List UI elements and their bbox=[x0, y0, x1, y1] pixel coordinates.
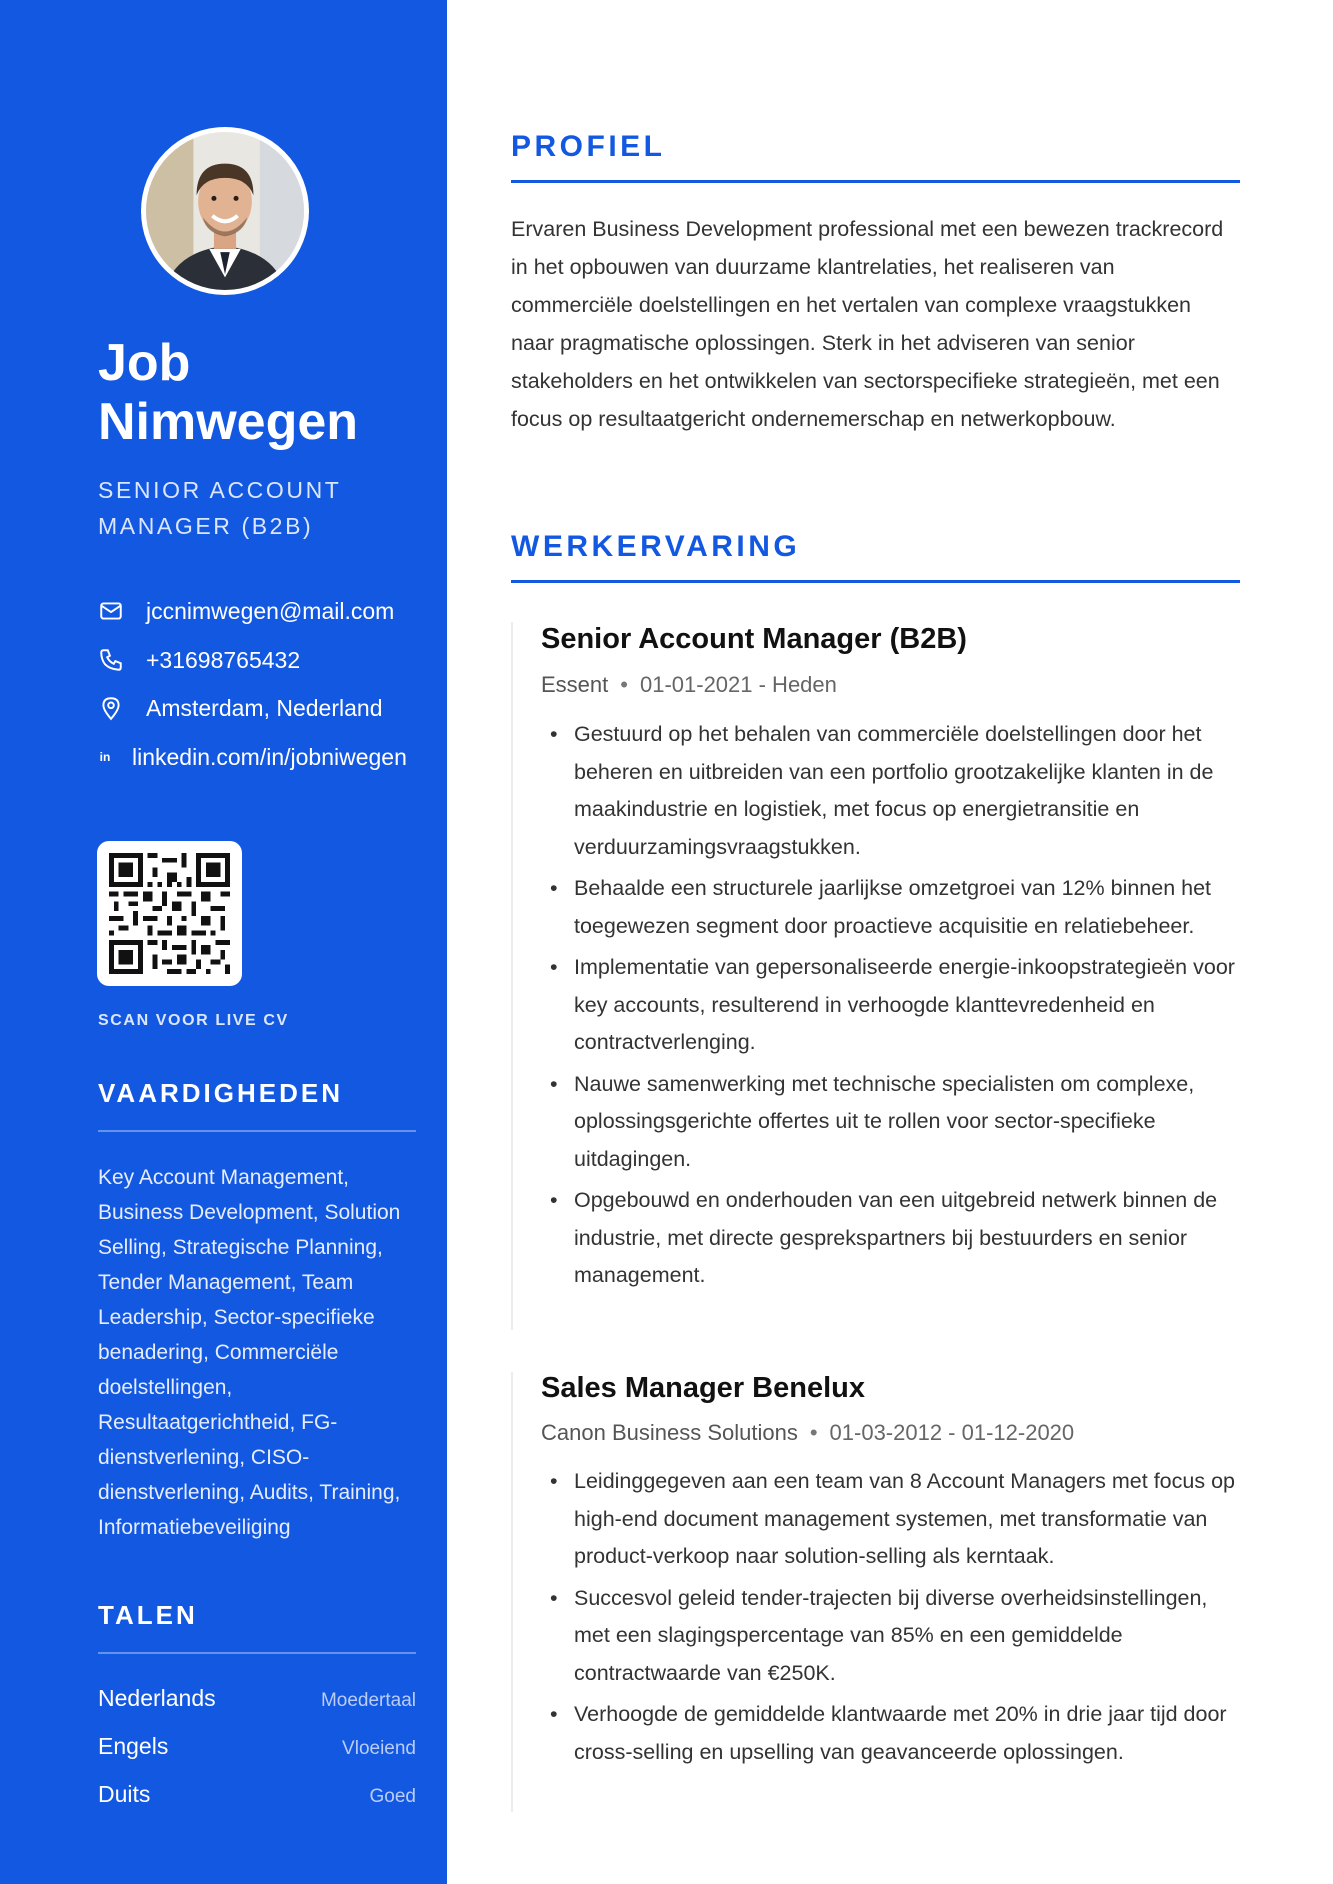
experience-heading: WERKERVARING bbox=[511, 530, 801, 563]
contact-linkedin[interactable] bbox=[98, 742, 428, 772]
contact-location bbox=[98, 693, 428, 723]
language-level: Goed bbox=[369, 1786, 416, 1807]
languages-heading: TALEN bbox=[98, 1600, 198, 1630]
job-bullet: • Opgebouwd en onderhouden van een uitgebreid netwerk binnen de industrie, met directe gesprekspartners bij bestuurders en senior management. bbox=[541, 1182, 1241, 1295]
job-bullets bbox=[541, 716, 1241, 1299]
job-bullets bbox=[541, 1463, 1241, 1775]
language-name: Duits bbox=[98, 1781, 151, 1807]
location-text: Amsterdam, Nederland bbox=[146, 694, 383, 721]
language-name: Engels bbox=[98, 1733, 169, 1759]
job-dates: 01-01-2021 - Heden bbox=[639, 672, 837, 697]
location-pin-icon bbox=[98, 695, 124, 721]
job-bullet: • Verhoogde de gemiddelde klantwaarde met 20% in drie jaar tijd door cross-selling en upselling van geavanceerde oplossingen. bbox=[541, 1696, 1241, 1771]
sidebar bbox=[0, 0, 447, 1884]
language-row bbox=[98, 1781, 416, 1808]
skills-text: Key Account Management, Business Development, Solution Selling, Strategische Planning, Tender Management, Team Leadership, Sector-specifieke benadering, Commerciële doelstellingen, Resultaatgerichtheid, FG-dienstverlening, CISO-dienstverlening, Audits, Training, Informatiebeveiliging bbox=[98, 1166, 401, 1539]
job-bullet: • Implementatie van gepersonaliseerde energie-inkoopstrategieën voor key accounts, resulterend in verhoogde klanttevredenheid en contractverlenging. bbox=[541, 949, 1241, 1062]
job-bullet: • Leidinggegeven aan een team van 8 Account Managers met focus op high-end document management systemen, met transformatie van product-verkoop naar solution-selling als kerntaak. bbox=[541, 1463, 1241, 1576]
qr-label: SCAN VOOR LIVE CV bbox=[98, 1012, 289, 1029]
job-title: Senior Account Manager (B2B) bbox=[541, 623, 967, 655]
job-bullet: • Behaalde een structurele jaarlijkse omzetgroei van 12% binnen het toegewezen segment door proactieve acquisitie en relatiebeheer. bbox=[541, 870, 1241, 945]
job-bullet: • Succesvol geleid tender-trajecten bij diverse overheidsinstellingen, met een slagingspercentage van 85% en een gemiddelde contractwaarde van €250K. bbox=[541, 1580, 1241, 1693]
job-title: Sales Manager Benelux bbox=[541, 1372, 865, 1404]
job-timeline-bar bbox=[511, 622, 513, 1330]
language-level: Moedertaal bbox=[320, 1690, 416, 1711]
language-row bbox=[98, 1685, 416, 1712]
job-dates: 01-03-2012 - 01-12-2020 bbox=[829, 1420, 1075, 1445]
profile-photo bbox=[146, 132, 304, 290]
language-name: Nederlands bbox=[98, 1685, 216, 1711]
profile-divider bbox=[511, 180, 1240, 183]
profile-text: Ervaren Business Development professional met een bewezen trackrecord in het opbouwen van duurzame klantrelaties, het realiseren van commerciële doelstellingen en het vertalen van complexe vraagstukken naar pragmatische oplossingen. Sterk in het adviseren van senior stakeholders en het ontwikkelen van sectorspecifieke strategieën, met een focus op resultaatgericht ondernemerschap en netwerkopbouw. bbox=[511, 217, 1224, 431]
contact-email[interactable] bbox=[98, 596, 428, 626]
avatar bbox=[141, 127, 309, 295]
job-timeline-bar bbox=[511, 1372, 513, 1812]
separator-dot: • bbox=[620, 672, 628, 697]
envelope-icon bbox=[98, 598, 124, 624]
linkedin-icon: in bbox=[99, 750, 111, 764]
email-text: jccnimwegen@mail.com bbox=[146, 597, 395, 624]
experience-divider bbox=[511, 580, 1240, 583]
job-company: Essent bbox=[541, 672, 609, 697]
candidate-title: SENIOR ACCOUNT MANAGER (B2B) bbox=[98, 477, 342, 539]
qr-code-graphic bbox=[109, 853, 230, 974]
profile-heading: PROFIEL bbox=[511, 130, 666, 163]
separator-dot: • bbox=[809, 1420, 818, 1445]
language-level: Vloeiend bbox=[342, 1738, 416, 1759]
candidate-name: Job Nimwegen bbox=[98, 334, 359, 451]
job-bullet: • Nauwe samenwerking met technische specialisten om complexe, oplossingsgerichte offertes uit te rollen voor sector-specifieke uitdagingen. bbox=[541, 1066, 1241, 1179]
contact-phone[interactable] bbox=[98, 645, 428, 675]
skills-divider bbox=[98, 1130, 416, 1132]
languages-divider bbox=[98, 1652, 416, 1654]
language-row bbox=[98, 1733, 416, 1760]
qr-code[interactable] bbox=[97, 841, 242, 986]
job-bullet: • Gestuurd op het behalen van commerciële doelstellingen door het beheren en uitbreiden van een portfolio grootzakelijke klanten in de maakindustrie en logistiek, met focus op energietransitie en verduurzamingsvraagstukken. bbox=[541, 716, 1241, 866]
skills-heading: VAARDIGHEDEN bbox=[98, 1078, 343, 1108]
phone-icon bbox=[98, 647, 124, 673]
linkedin-text: linkedin.com/in/jobniwegen bbox=[132, 743, 407, 770]
phone-text: +31698765432 bbox=[146, 646, 301, 673]
job-meta bbox=[541, 672, 837, 698]
job-meta bbox=[541, 1420, 1074, 1446]
job-company: Canon Business Solutions bbox=[541, 1420, 798, 1445]
